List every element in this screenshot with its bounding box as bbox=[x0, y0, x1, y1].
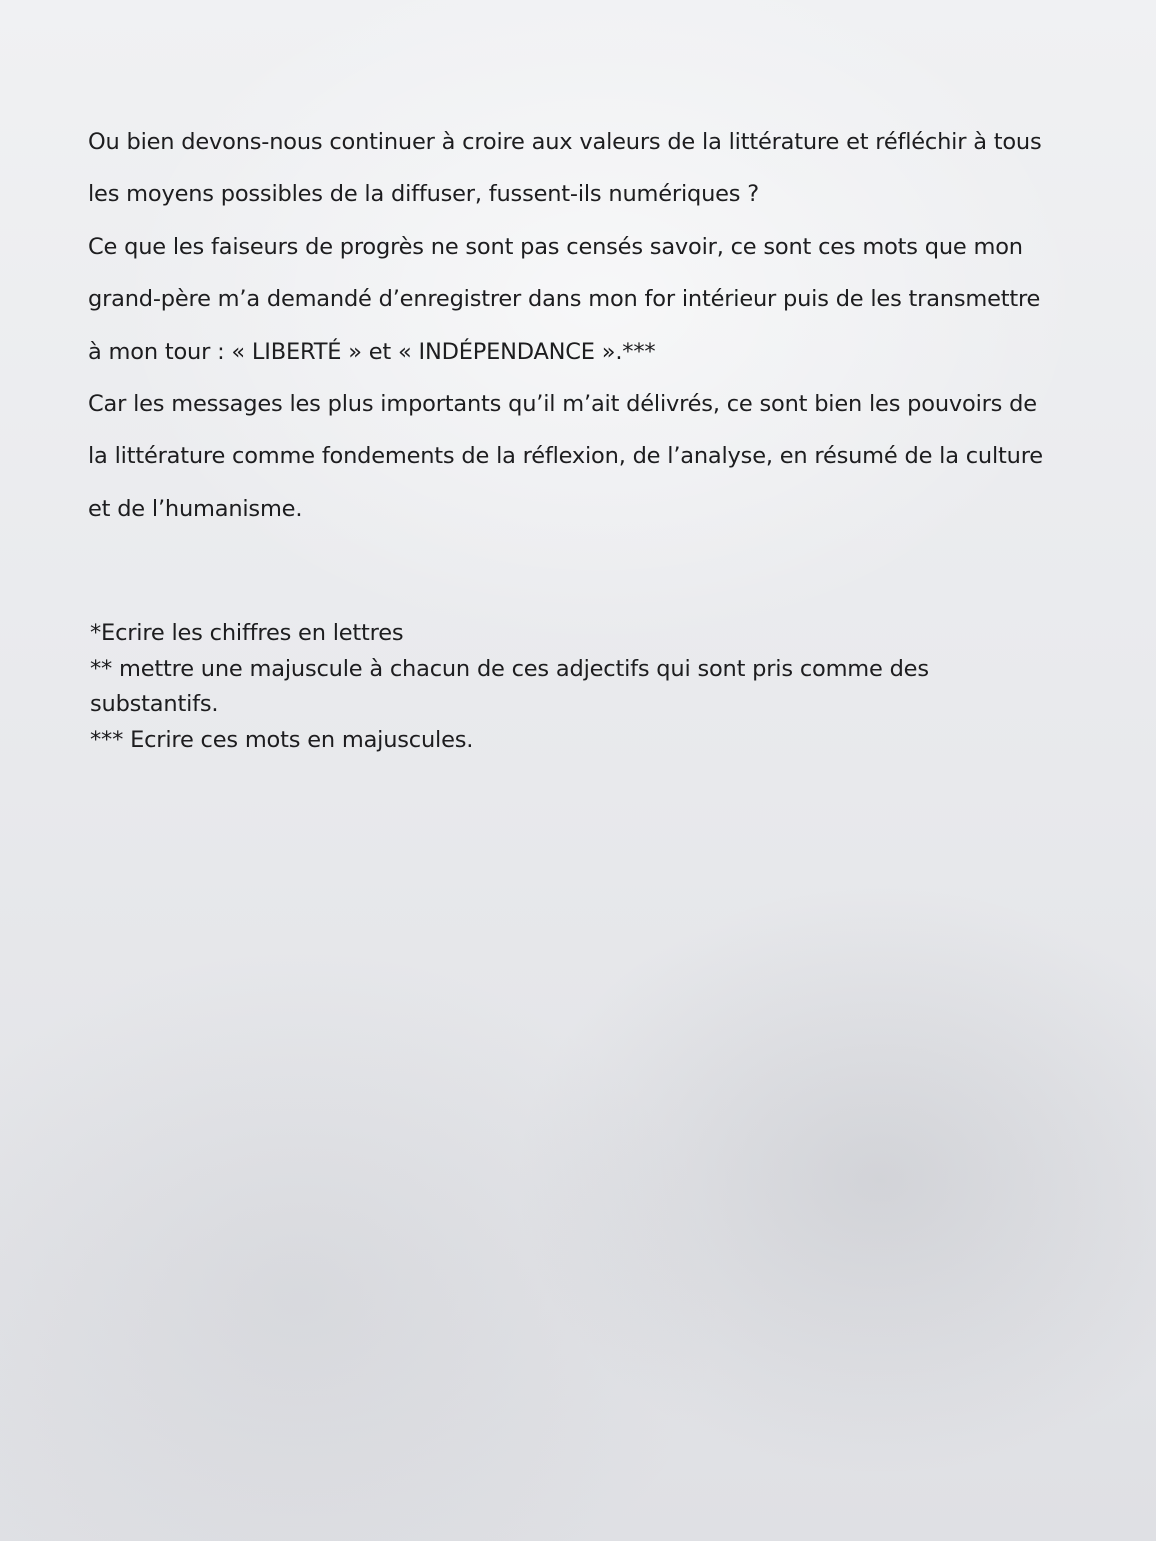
text-line: Ce que les faiseurs de progrès ne sont pas censés savoir, ce sont ces mots que mon bbox=[88, 233, 1023, 260]
footnotes bbox=[90, 616, 1090, 758]
text-line: la littérature comme fondements de la réflexion, de l’analyse, en résumé de la culture bbox=[88, 443, 1043, 470]
footnote-line: *Ecrire les chiffres en lettres bbox=[90, 620, 404, 646]
footnote-line: *** Ecrire ces mots en majuscules. bbox=[90, 726, 474, 753]
text-line: Car les messages les plus importants qu’il m’ait délivrés, ce sont bien les pouvoirs de bbox=[88, 390, 1037, 417]
footnote-line: substantifs. bbox=[90, 691, 219, 717]
text-line: et de l’humanisme. bbox=[88, 495, 303, 522]
footnote-line: ** mettre une majuscule à chacun de ces adjectifs qui sont pris comme des bbox=[90, 655, 929, 682]
text-line: Ou bien devons-nous continuer à croire aux valeurs de la littérature et réfléchir à tous bbox=[88, 129, 1042, 155]
main-text bbox=[88, 116, 1108, 535]
text-line: les moyens possibles de la diffuser, fussent-ils numériques ? bbox=[88, 181, 759, 208]
text-line: à mon tour : « LIBERTÉ » et « INDÉPENDANCE ».*** bbox=[88, 338, 656, 365]
text-line: grand-père m’a demandé d’enregistrer dans mon for intérieur puis de les transmettre bbox=[88, 286, 1041, 313]
